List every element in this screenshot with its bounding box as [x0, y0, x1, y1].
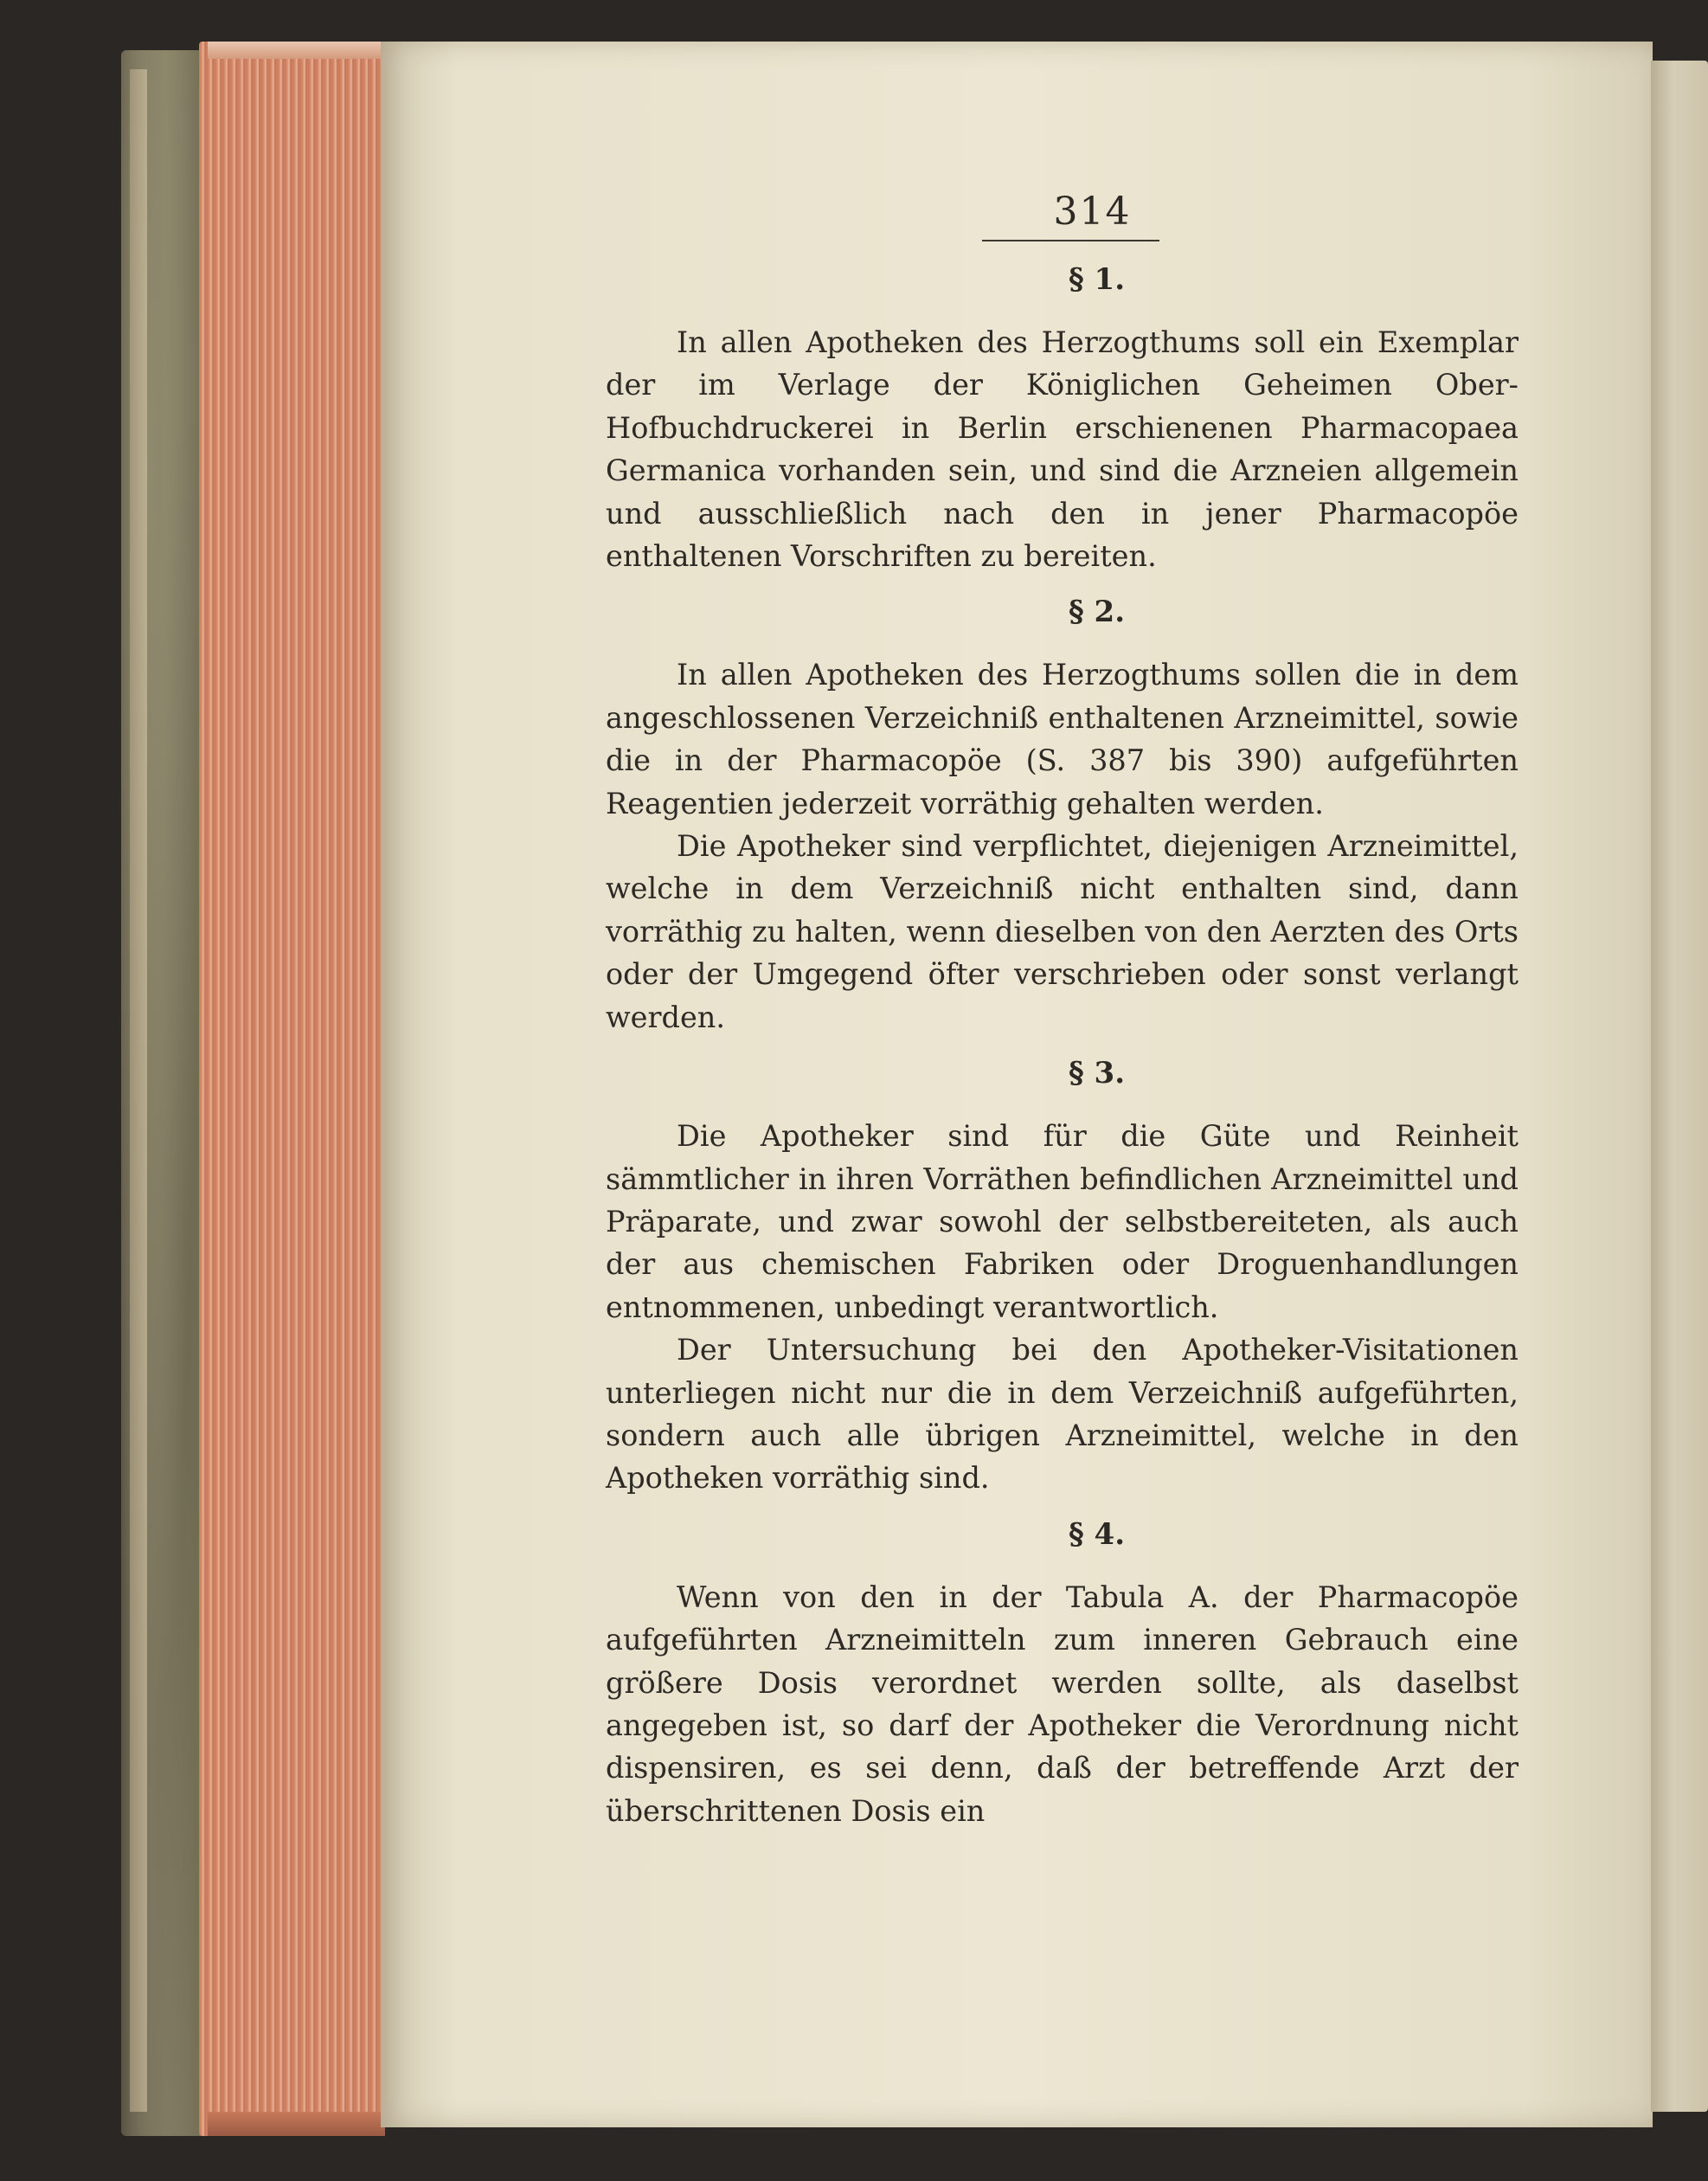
page-edges-top — [208, 42, 385, 59]
section-title: § 2. — [1068, 595, 1126, 630]
section-2 — [606, 593, 1519, 1039]
page-edges — [199, 42, 385, 2136]
page-edges-bottom — [208, 2112, 385, 2136]
section-4 — [606, 1515, 1519, 1832]
page-number: 314 — [1053, 190, 1132, 234]
paragraph: Wenn von den in der Tabula A. der Pharmacopöe aufgeführten Arzneimitteln zum inneren Gebrauch eine größere Dosis verordnet werden sollte, als daselbst angegeben ist, so darf der Apotheker die Verordnung nicht dispensiren, es sei denn, daß der betreffende Arzt der überschrittenen Dosis ein — [606, 1579, 1519, 1828]
section-3 — [606, 1054, 1519, 1500]
facing-page-edge — [1651, 61, 1708, 2112]
section-title: § 4. — [1068, 1516, 1126, 1552]
paragraph: In allen Apotheken des Herzogthums sollen die in dem angeschlossenen Verzeichniß enthaltenen Arzneimittel, sowie die in der Pharmacopöe (S. 387 bis 390) aufgeführten Reagentien jederzeit vorräthig gehalten werden. — [606, 658, 1519, 820]
paragraph: Die Apotheker sind verpflichtet, diejenigen Arzneimittel, welche in dem Verzeichniß nicht enthalten sind, dann vorräthig zu halten, wenn dieselben von den Aerzten des Orts oder der Umgegend öfter verschrieben oder sonst verlangt werden. — [606, 829, 1519, 1034]
page-content — [606, 186, 1519, 1848]
paragraph: In allen Apotheken des Herzogthums soll ein Exemplar der im Verlage der Königlichen Geheimen Ober-Hofbuchdruckerei in Berlin erschienenen Pharmacopaea Germanica vorhanden sein, und sind die Arzneien allgemein und ausschließlich nach den in jener Pharmacopöe enthaltenen Vorschriften zu bereiten. — [606, 325, 1519, 574]
section-title: § 3. — [1068, 1056, 1126, 1091]
section-1 — [606, 261, 1519, 577]
section-title: § 1. — [1068, 262, 1126, 297]
paragraph: Der Untersuchung bei den Apotheker-Visitationen unterliegen nicht nur die in dem Verzeichniß aufgeführten, sondern auch alle übrigen Arzneimittel, welche in den Apotheken vorräthig sind. — [606, 1333, 1519, 1496]
cover-edge — [130, 69, 147, 2112]
header-rule — [982, 240, 1159, 241]
paragraph: Die Apotheker sind für die Güte und Reinheit sämmtlicher in ihren Vorräthen befindlichen Arzneimittel und Präparate, und zwar sowohl der selbstbereiteten, als auch der aus chemischen Fabriken oder Droguenhandlungen entnommenen, unbedingt verantwortlich. — [606, 1119, 1519, 1324]
